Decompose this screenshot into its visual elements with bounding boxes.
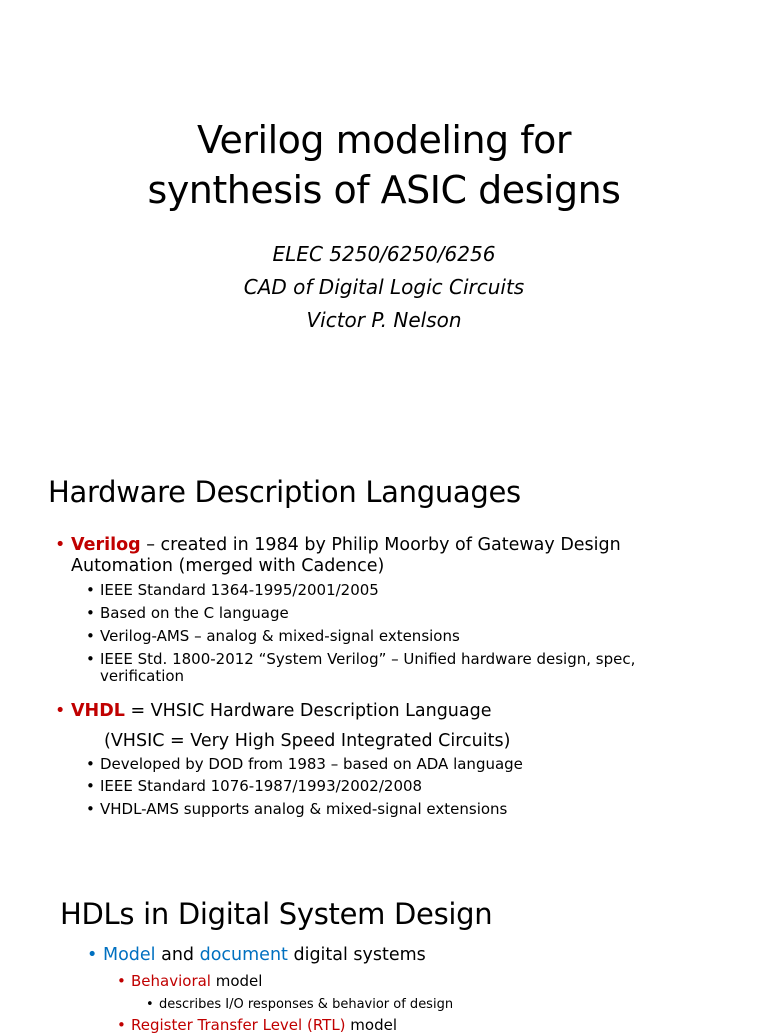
bullet-dot: •	[55, 701, 66, 721]
bullet-dot: •	[55, 535, 66, 555]
hdl-design-slide: HDLs in Digital System Design • Model and document digital systems • Behavioral model • describes I/O responses & behavior of design • Register Transfer Level (RTL) model	[60, 897, 493, 1034]
vhdl-keyword: VHDL	[71, 701, 125, 721]
slide-title-line-2: synthesis of ASIC designs	[147, 168, 621, 212]
slide-title-line-1: Verilog modeling for	[196, 118, 572, 162]
vhdl-text-line-1: = VHSIC Hardware Description Language	[124, 701, 492, 721]
list-item-continuation: verification	[100, 667, 185, 685]
verilog-text-line-2: Automation (merged with Cadence)	[71, 556, 385, 576]
course-codes: ELEC 5250/6250/6256	[272, 242, 496, 266]
course-name: CAD of Digital Logic Circuits	[243, 275, 525, 299]
vhdl-text-line-2: (VHSIC = Very High Speed Integrated Circuits)	[104, 731, 511, 751]
verilog-keyword: Verilog	[71, 535, 141, 555]
author-name: Victor P. Nelson	[306, 308, 462, 332]
behavioral-keyword: Behavioral	[131, 972, 211, 990]
document-word: document	[199, 945, 288, 965]
hdl-slide: Hardware Description Languages • Verilog – created in 1984 by Philip Moorby of Gateway Design Automation (merged with Cadence) • IEEE Standard 1364-1995/2001/2005 • Based on the C language • Verilog-AMS – analog & mixed-signal extensions • IEEE Std. 1800-2012 “System Verilog” – Unified hardware design, spec, verification • VHDL = VHSIC Hardware Description Language (VHSIC = Very High Speed Integrated Circuits) • Developed by DOD from 1983 – based on ADA language • IEEE Standard 1076-1987/1993/2002/2008 • VHDL-AMS supports analog & mixed-signal extensions	[48, 475, 636, 818]
title-slide	[0, 0, 768, 450]
model-word: Model	[103, 945, 156, 965]
slide-heading: Hardware Description Languages	[48, 475, 521, 509]
bullet-dot: •	[87, 945, 98, 965]
slide-heading: HDLs in Digital System Design	[60, 897, 493, 931]
rtl-keyword: Register Transfer Level (RTL)	[131, 1016, 346, 1034]
verilog-text-line-1: – created in 1984 by Philip Moorby of Gateway Design	[140, 535, 621, 555]
